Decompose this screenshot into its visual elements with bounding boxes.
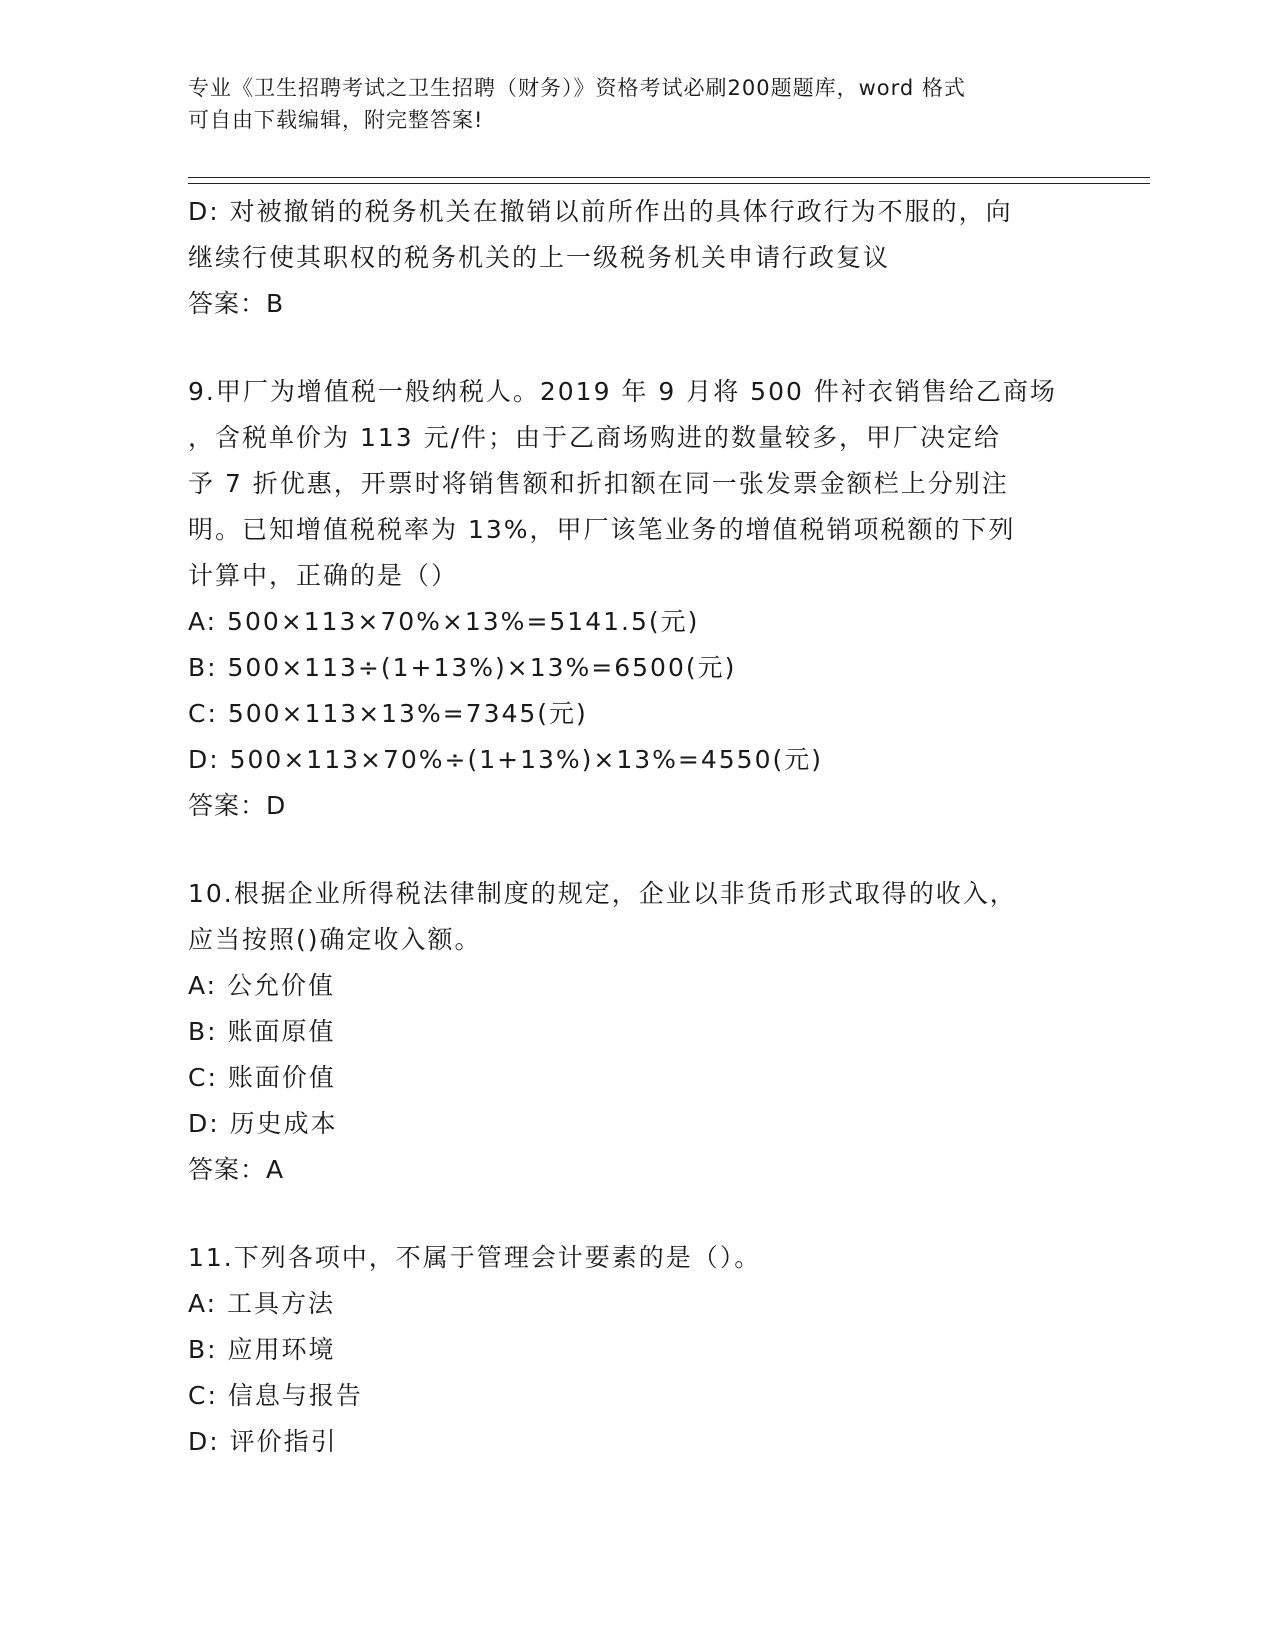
stem-line: 11.下列各项中，不属于管理会计要素的是（）。 — [188, 1243, 762, 1272]
spacer — [188, 1193, 1088, 1235]
answer-q8: 答案：B — [188, 289, 285, 318]
option-c: C: 信息与报告 — [188, 1381, 363, 1410]
stem-line: 予 7 折优惠，开票时将销售额和折扣额在同一张发票金额栏上分别注 — [188, 469, 1009, 498]
stem-line: 9.甲厂为增值税一般纳税人。2019 年 9 月将 500 件衬衣销售给乙商场 — [188, 377, 1057, 406]
option-d-continued: 继续行使其职权的税务机关的上一级税务机关申请行政复议 — [188, 243, 891, 272]
option-d: D: 历史成本 — [188, 1109, 338, 1138]
option-a: A: 工具方法 — [188, 1289, 336, 1318]
option-d: D: 评价指引 — [188, 1427, 338, 1456]
option-a: A: 公允价值 — [188, 971, 336, 1000]
stem-line: 10.根据企业所得税法律制度的规定，企业以非货币形式取得的收入， — [188, 879, 1017, 908]
option-b: B: 500×113÷(1+13%)×13%=6500(元) — [188, 653, 737, 682]
header-title-line-2: 可自由下载编辑，附完整答案! — [188, 108, 484, 132]
option-a: A: 500×113×70%×13%=5141.5(元) — [188, 607, 700, 636]
question-9 — [188, 369, 1088, 829]
option-c: C: 账面价值 — [188, 1063, 336, 1092]
option-b: B: 应用环境 — [188, 1335, 336, 1364]
stem-line: ，含税单价为 113 元/件；由于乙商场购进的数量较多，甲厂决定给 — [188, 423, 1002, 452]
option-b: B: 账面原值 — [188, 1017, 336, 1046]
header-divider — [188, 177, 1150, 184]
question-10 — [188, 871, 1088, 1193]
spacer — [188, 327, 1088, 369]
answer-q10: 答案：A — [188, 1155, 285, 1184]
header-title-line-1: 专业《卫生招聘考试之卫生招聘（财务）》资格考试必刷200题题库，word 格式 — [188, 76, 966, 100]
option-c: C: 500×113×13%=7345(元) — [188, 699, 588, 728]
question-stem — [188, 1235, 1088, 1281]
stem-line: 应当按照()确定收入额。 — [188, 925, 482, 954]
question-8-continuation — [188, 189, 1088, 327]
document-body — [188, 189, 1088, 1465]
question-stem — [188, 871, 1088, 963]
spacer — [188, 829, 1088, 871]
stem-line: 计算中，正确的是（） — [188, 561, 459, 590]
stem-line: 明。已知增值税税率为 13%，甲厂该笔业务的增值税销项税额的下列 — [188, 515, 1016, 544]
option-d: D: 对被撤销的税务机关在撤销以前所作出的具体行政行为不服的，向 — [188, 197, 1013, 226]
answer-q9: 答案：D — [188, 791, 287, 820]
page-header — [188, 72, 1088, 136]
question-11 — [188, 1235, 1088, 1465]
option-d: D: 500×113×70%÷(1+13%)×13%=4550(元) — [188, 745, 823, 774]
question-stem — [188, 369, 1088, 599]
